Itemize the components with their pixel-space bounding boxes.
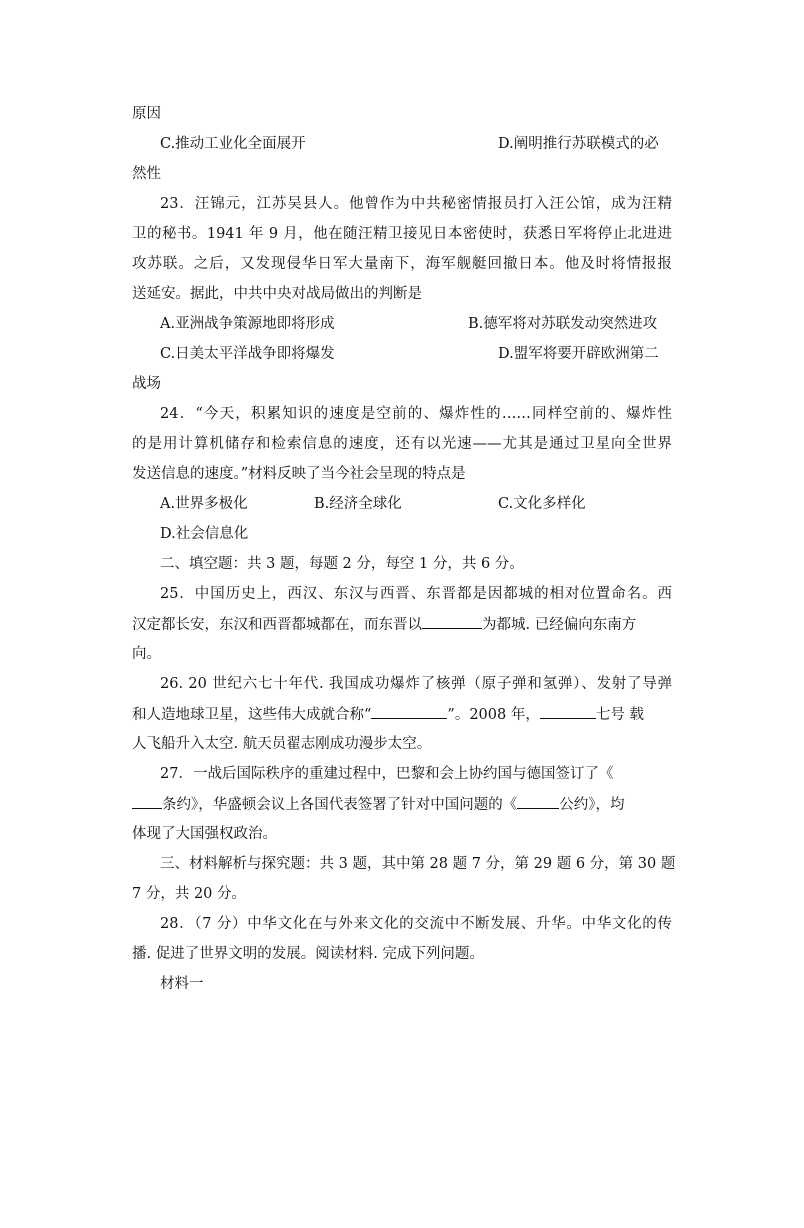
text-line [132,704,672,724]
option-a-q23: A.亚洲战争策源地即将形成 [160,316,335,332]
text-line: 播. 促进了世界文明的发展。阅读材料. 完成下列问题。 [132,946,484,962]
text-fragment: 七号 载 [595,707,644,723]
question-23-text: 23．汪锦元，江苏吴县人。他曾作为中共秘密情报员打入汪公馆，成为汪精 [160,196,672,212]
option-b-q24: B.经济全球化 [314,496,402,512]
section-2-heading: 二、填空题：共 3 题，每题 2 分，每空 1 分，共 6 分。 [160,556,524,572]
fill-blank[interactable] [371,704,447,719]
text-line: 发送信息的速度。”材料反映了当今社会呈现的特点是 [132,466,466,482]
option-d-q22: D.阐明推行苏联模式的必 [498,136,659,152]
fill-blank[interactable] [517,794,559,809]
question-26-text: 26. 20 世纪六七十年代. 我国成功爆炸了核弹（原子弹和氢弹）、发射了导弹 [160,676,672,692]
option-a-q24: A.世界多极化 [160,496,248,512]
fill-blank[interactable] [540,704,596,719]
text-line: 人飞船升入太空. 航天员翟志刚成功漫步太空。 [132,736,432,752]
text-line [132,614,672,634]
text-fragment: 汉定都长安，东汉和西晋都城都在，而东晋以 [132,617,422,633]
option-c-q22: C.推动工业化全面展开 [160,136,306,152]
text-line: 体现了大国强权政治。 [132,826,277,842]
question-27-text: 27．一战后国际秩序的重建过程中，巴黎和会上协约国与德国签订了《 [160,766,614,782]
option-b-q23: B.德军将对苏联发动突然进攻 [468,316,658,332]
material-1-label: 材料一 [160,976,204,992]
fill-blank[interactable] [132,794,162,809]
text-line: 卫的秘书。1941 年 9 月，他在随汪精卫接见日本密使时，获悉日军将停止北进进 [132,226,672,242]
text-fragment: 和人造地球卫星，这些伟大成就合称“ [132,707,372,723]
text-line: 7 分，共 20 分。 [132,886,247,902]
text-line: 向。 [132,646,161,662]
section-3-heading: 三、材料解析与探究题：共 3 题，其中第 28 题 7 分，第 29 题 6 分，第 30 题 [160,856,676,872]
option-c-q23: C.日美太平洋战争即将爆发 [160,346,335,362]
text-fragment: 公约》，均 [559,797,625,813]
text-line: 的是用计算机储存和检索信息的速度，还有以光速——尤其是通过卫星向全世界 [132,436,672,452]
text-line: 攻苏联。之后，又发现侵华日军大量南下，海军舰艇回撤日本。他及时将情报报 [132,256,672,272]
text-line: 送延安。据此，中共中央对战局做出的判断是 [132,286,422,302]
text-line: 然性 [132,166,161,182]
option-d-q24: D.社会信息化 [160,526,249,542]
text-fragment: 条约》，华盛顿会议上各国代表签署了针对中国问题的《 [162,797,518,813]
text-fragment: ”。2008 年， [447,707,540,723]
question-25-text: 25．中国历史上，西汉、东汉与西晋、东晋都是因都城的相对位置命名。西 [160,586,672,602]
text-fragment: 为都城. 已经偏向东南方 [482,617,637,633]
question-24-text: 24．“今天，积累知识的速度是空前的、爆炸性的……同样空前的、爆炸性 [160,406,672,422]
text-line: 战场 [132,376,161,392]
text-line: 原因 [132,106,161,122]
question-28-text: 28．（7 分）中华文化在与外来文化的交流中不断发展、升华。中华文化的传 [160,916,672,932]
fill-blank[interactable] [422,614,482,629]
option-c-q24: C.文化多样化 [498,496,586,512]
text-line [132,794,672,814]
option-d-q23: D.盟军将要开辟欧洲第二 [498,346,659,362]
